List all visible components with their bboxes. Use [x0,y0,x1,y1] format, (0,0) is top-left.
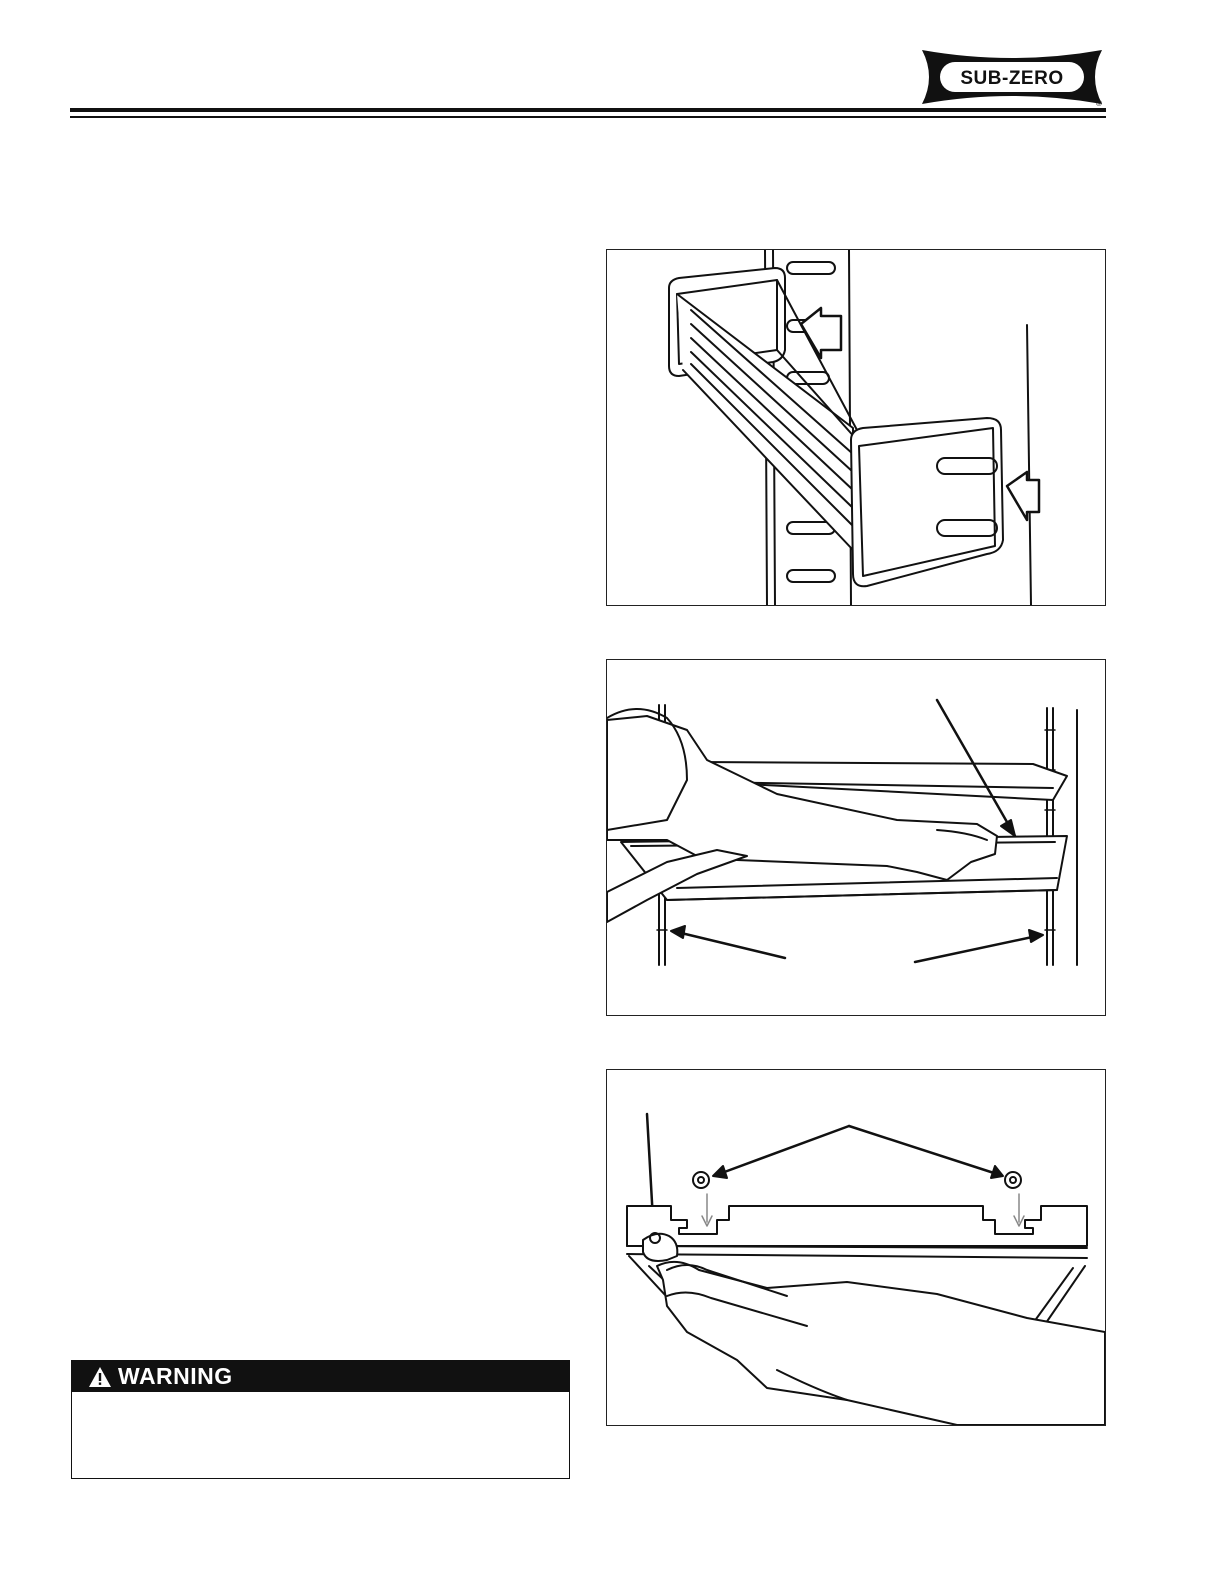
figure-shelf-adjustment [606,659,1106,1016]
sub-zero-logo [918,46,1106,108]
warning-box [71,1360,570,1479]
door-bin-installation-illustration [607,250,1105,605]
warning-body [72,1392,569,1412]
figure-door-bin-installation [606,249,1106,606]
warning-title: WARNING [118,1363,233,1389]
figure-shelf-bracket-removal [606,1069,1106,1426]
warning-header [72,1361,569,1392]
shelf-bracket-removal-illustration [607,1070,1105,1425]
warning-triangle-icon [88,1366,112,1388]
registered-mark: ® [1096,99,1102,108]
header-rule-thick [70,108,1106,112]
shelf-adjustment-illustration [607,660,1105,1015]
logo-wordmark: SUB-ZERO [960,68,1064,89]
header-rule-thin [70,116,1106,118]
